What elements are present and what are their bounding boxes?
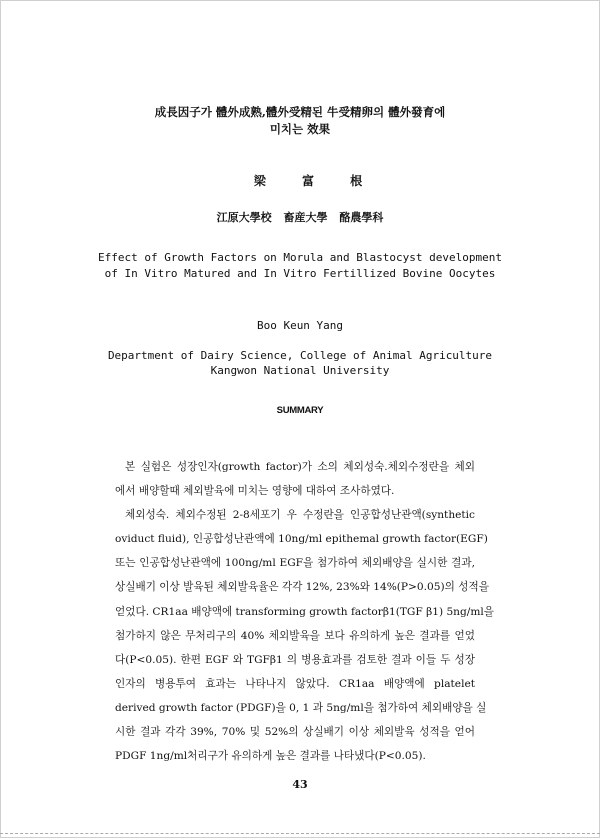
body-line: oviduct fluid), 인공합성난관액에 10ng/ml epithemal growth factor(EGF): [115, 533, 488, 546]
body-line: derived growth factor (PDGF)을 0, 1 과 5ng/ml을 첨가하여 체외배양을 실: [115, 701, 487, 714]
english-title-line-2: of In Vitro Matured and In Vitro Fertillized Bovine Oocytes: [104, 267, 496, 280]
summary-body: [115, 455, 495, 768]
english-affiliation-line-1: Department of Dairy Science, College of Animal Agriculture: [107, 349, 493, 362]
body-line: 본 실험은 성장인자(growth factor)가 소의 체외성숙.체외수정란을 체외: [125, 461, 475, 473]
body-line: 다(P<0.05). 한편 EGF 와 TGFβ1 의 병용효과를 검토한 결과 이들 두 성장: [115, 653, 475, 666]
korean-affiliation: 江原大學校 畜産大學 酪農學科: [216, 211, 384, 224]
english-title-line-1: Effect of Growth Factors on Morula and Blastocyst development: [98, 251, 502, 264]
body-line: 에서 배양할때 체외발육에 미치는 영향에 대하여 조사하였다.: [115, 485, 395, 498]
body-line: 체외성숙. 체외수정된 2-8세포기 우 수정란을 인공합성난관액(synthetic: [125, 509, 475, 522]
body-line: 상실배기 이상 발육된 체외발육율은 각각 12%, 23%와 14%(P>0.05)의 성적을: [115, 581, 489, 594]
korean-author-name: 梁 富 根: [253, 174, 379, 188]
page-number: 43: [292, 778, 308, 791]
korean-title-line-1: 成長因子가 體外成熟,體外受精된 牛受精卵의 體外發育에: [154, 105, 446, 119]
english-affiliation-line-2: Kangwon National University: [210, 364, 390, 377]
body-line: 시한 결과 각각 39%, 70% 및 52%의 상실배기 이상 체외발육 성적을 얻어: [115, 726, 475, 739]
korean-title-line-2: 미치는 效果: [269, 122, 331, 136]
summary-heading: SUMMARY: [276, 405, 324, 416]
body-line: 첨가하지 않은 무처리구의 40% 체외발육을 보다 유의하게 높은 결과를 얻었: [115, 629, 475, 642]
body-line: 얻었다. CR1aa 배양액에 transforming growth factorβ1(TGF β1) 5ng/ml을: [115, 605, 495, 618]
body-line: PDGF 1ng/ml처리구가 유의하게 높은 결과를 나타냈다(P<0.05).: [115, 750, 426, 763]
footer-rule: [0, 833, 600, 834]
english-author-name: Boo Keun Yang: [256, 319, 344, 332]
body-line: 또는 인공합성난관액에 100ng/ml EGF을 첨가하여 체외배양을 실시한 결과,: [115, 557, 475, 570]
body-line: 인자의 병용투여 효과는 나타나지 않았다. CR1aa 배양액에 platelet: [115, 677, 475, 690]
